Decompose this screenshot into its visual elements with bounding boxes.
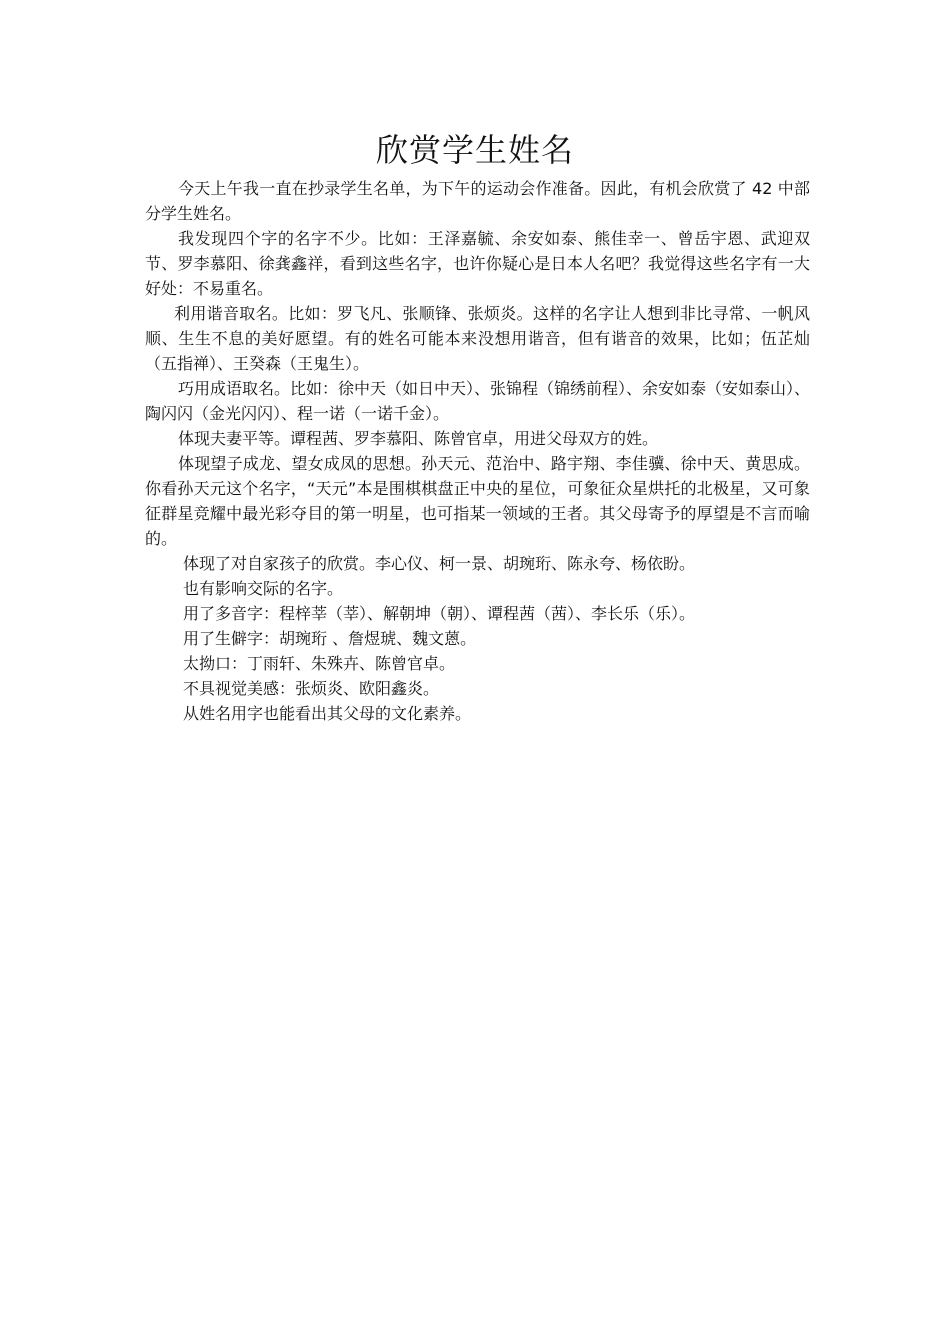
paragraph: 也有影响交际的名字。 (183, 579, 344, 598)
paragraph: 体现夫妻平等。谭程茜、罗李慕阳、陈曾官卓，用进父母双方的姓。 (178, 429, 659, 448)
paragraph: 巧用成语取名。比如：徐中天（如日中天）、张锦程（锦绣前程）、余安如泰（安如泰山）、陶闪闪（金光闪闪）、程一诺（一诺千金）。 (145, 379, 811, 423)
paragraph: 用了多音字：程梓莘（莘）、解朝坤（朝）、谭程茜（茜）、李长乐（乐）。 (183, 604, 696, 623)
paragraph: 太拗口：丁雨轩、朱殊卉、陈曾官卓。 (183, 654, 456, 673)
paragraph: 不具视觉美感：张烦炎、欧阳鑫炎。 (183, 679, 440, 698)
paragraph: 我发现四个字的名字不少。比如：王泽嘉毓、余安如泰、熊佳幸一、曾岳宇恩、武迎双节、罗李慕阳、徐龚鑫祥，看到这些名字，也许你疑心是日本人名吧？我觉得这些名字有一大好处：不易重名。 (145, 229, 810, 298)
paragraph: 用了生僻字：胡琬珩 、詹煜琥、魏文蒽。 (183, 629, 477, 648)
paragraph: 体现了对自家孩子的欣赏。李心仪、柯一景、胡琬珩、陈永夸、杨依盼。 (183, 554, 696, 573)
document-title: 欣赏学生姓名 (375, 131, 574, 169)
document-body (145, 176, 810, 726)
paragraph: 体现望子成龙、望女成凤的思想。孙天元、范治中、路宇翔、李佳骥、徐中天、黄思成。你看孙天元这个名字，“天元”本是围棋棋盘正中央的星位，可象征众星烘托的北极星，又可象征群星竞耀中最光彩夺目的第一明星，也可指某一领域的王者。其父母寄予的厚望是不言而喻的。 (145, 454, 810, 548)
paragraph: 从姓名用字也能看出其父母的文化素养。 (183, 704, 472, 723)
paragraph: 利用谐音取名。比如：罗飞凡、张顺锋、张烦炎。这样的名字让人想到非比寻常、一帆风顺、生生不息的美好愿望。有的姓名可能本来没想用谐音，但有谐音的效果，比如；伍芷灿（五指禅）、王癸森（王鬼生）。 (145, 304, 810, 373)
paragraph: 今天上午我一直在抄录学生名单，为下午的运动会作准备。因此，有机会欣赏了 42 中部分学生姓名。 (145, 179, 810, 223)
